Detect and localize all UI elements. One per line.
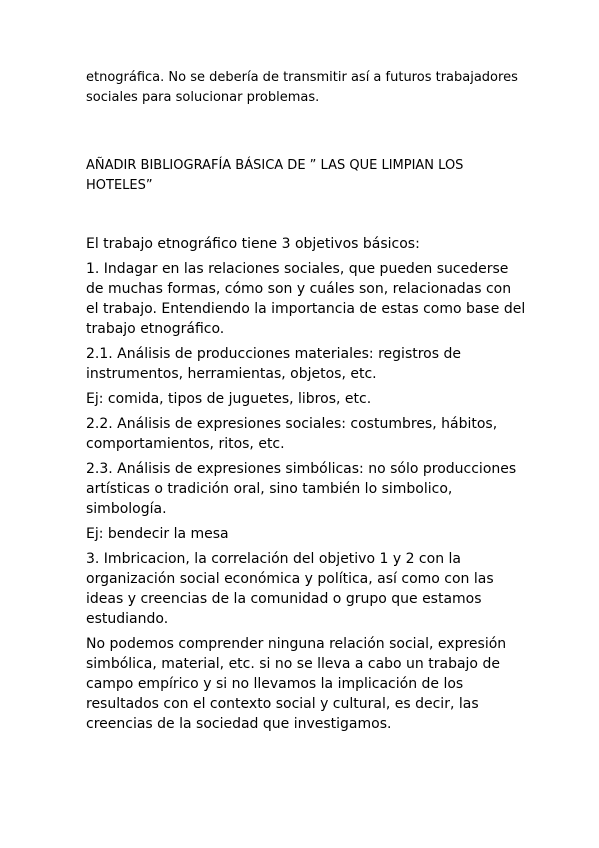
objectives-intro: El trabajo etnográfico tiene 3 objetivos básicos:: [86, 236, 420, 252]
document-body: [86, 68, 526, 734]
example-2-1: Ej: comida, tipos de juguetes, libros, etc.: [86, 391, 372, 407]
paragraph-continuation: etnográfica. No se debería de transmitir así a futuros trabajadores sociales para solucionar problemas.: [86, 70, 518, 105]
objective-2-1: 2.1. Análisis de producciones materiales: registros de instrumentos, herramientas, objetos, etc.: [86, 346, 461, 382]
objective-1: 1. Indagar en las relaciones sociales, que pueden sucederse de muchas formas, cómo son y cuáles son, relacionadas con el trabajo. Entendiendo la importancia de estas como base del trabajo etnográfico.: [86, 261, 526, 337]
objective-2-2: 2.2. Análisis de expresiones sociales: costumbres, hábitos, comportamientos, ritos, etc.: [86, 416, 498, 452]
objective-3: 3. Imbricacion, la correlación del objetivo 1 y 2 con la organización social económica y política, así como con las ideas y creencias de la comunidad o grupo que estamos estudiando.: [86, 551, 494, 627]
bibliography-note: AÑADIR BIBLIOGRAFÍA BÁSICA DE ” LAS QUE LIMPIAN LOS HOTELES”: [86, 158, 464, 193]
example-2-3: Ej: bendecir la mesa: [86, 526, 229, 542]
objective-2-3: 2.3. Análisis de expresiones simbólicas: no sólo producciones artísticas o tradición oral, sino también lo simbolico, simbología.: [86, 461, 517, 517]
conclusion-paragraph: No podemos comprender ninguna relación social, expresión simbólica, material, etc. si no se lleva a cabo un trabajo de campo empírico y si no llevamos la implicación de los resultados con el contexto social y cultural, es decir, las creencias de la sociedad que investigamos.: [86, 636, 507, 732]
